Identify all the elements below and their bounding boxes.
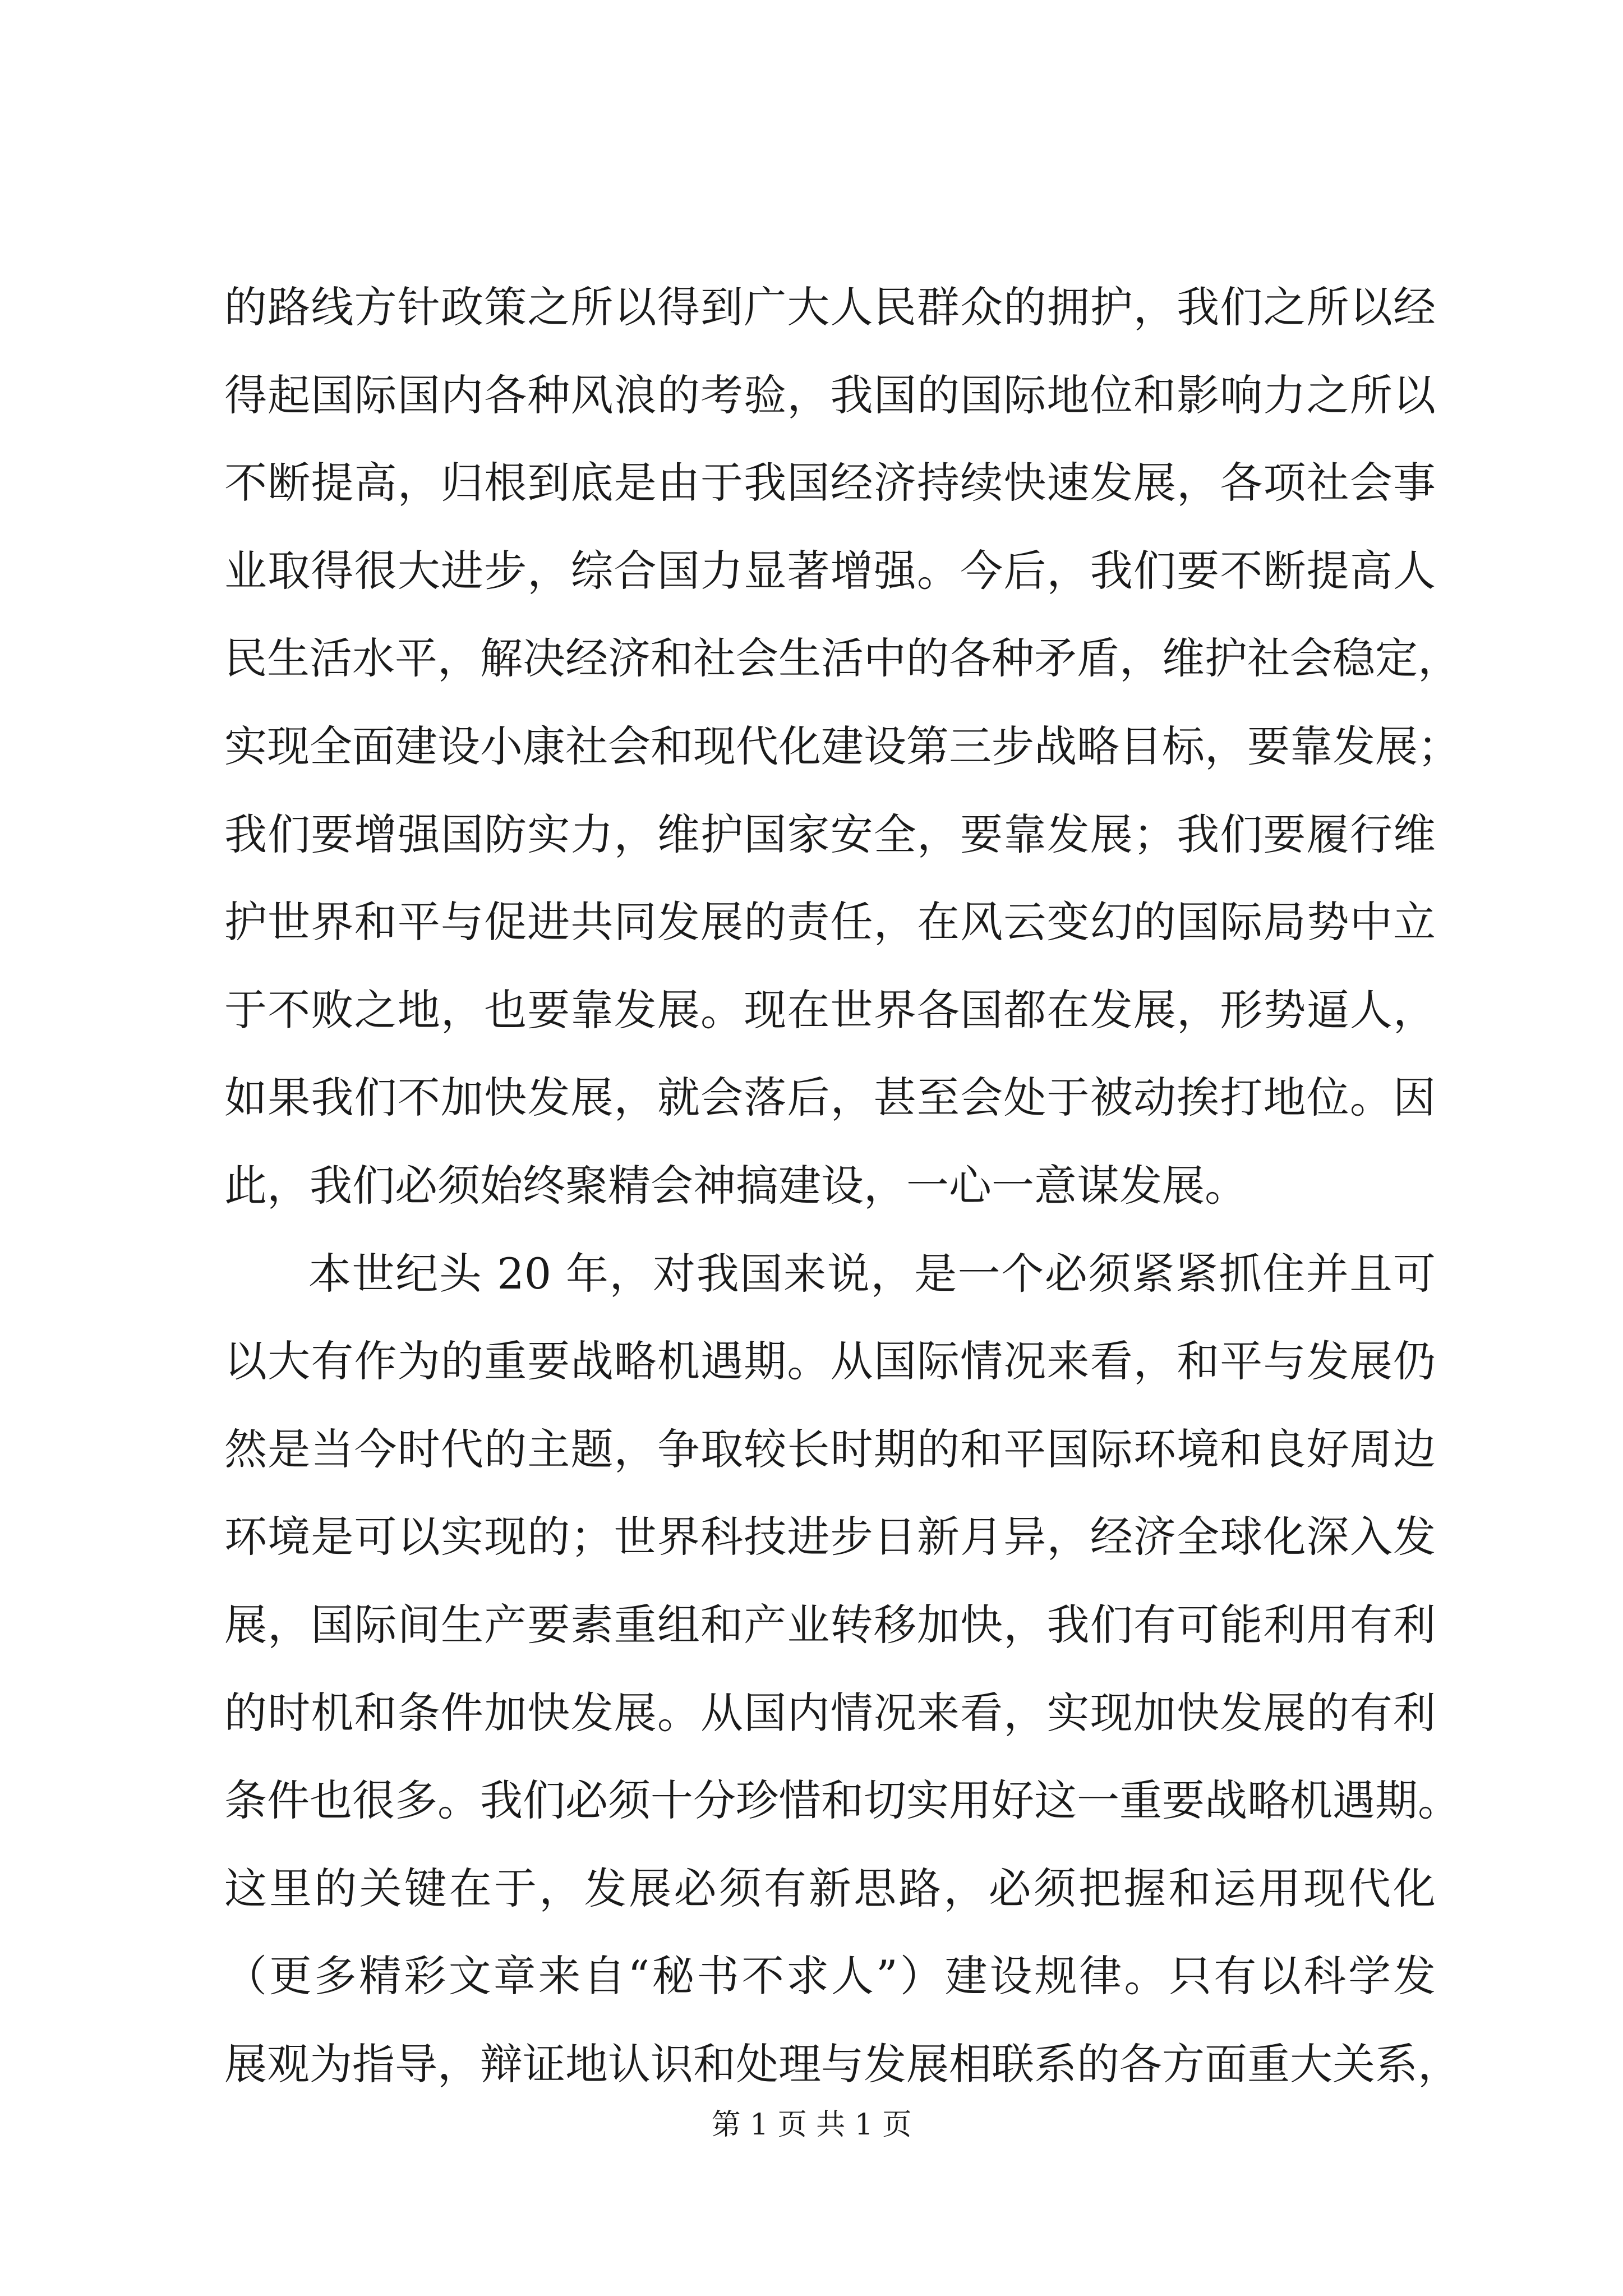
text-line: 展观为指导，辩证地认识和处理与发展相联系的各方面重大关系，: [224, 2039, 1460, 2089]
text-line: 的时机和条件加快发展。从国内情况来看，实现加快发展的有利: [224, 1687, 1436, 1738]
text-line: 这里的关键在于，发展必须有新思路，必须把握和运用现代化: [224, 1863, 1436, 1913]
text-line: 民生活水平，解决经济和社会生活中的各种矛盾，维护社会稳定，: [224, 633, 1460, 684]
text-line: 实现全面建设小康社会和现代化建设第三步战略目标，要靠发展；: [224, 721, 1460, 771]
document-body: [224, 264, 1460, 2108]
text-line: 得起国际国内各种风浪的考验，我国的国际地位和影响力之所以: [224, 370, 1436, 420]
text-line: 以大有作为的重要战略机遇期。从国际情况来看，和平与发展仍: [224, 1336, 1436, 1387]
text-line: 条件也很多。我们必须十分珍惜和切实用好这一重要战略机遇期。: [224, 1775, 1460, 1826]
text-line: 不断提高，归根到底是由于我国经济持续快速发展，各项社会事: [224, 458, 1436, 508]
text-line: （更多精彩文章来自“秘书不求人”）建设规律。只有以科学发: [224, 1951, 1436, 2001]
text-line: 护世界和平与促进共同发展的责任，在风云变幻的国际局势中立: [224, 897, 1436, 947]
page-footer: 第 1 页 共 1 页: [711, 2108, 912, 2142]
text-line: 本世纪头 20 年，对我国来说，是一个必须紧紧抓住并且可: [308, 1248, 1436, 1299]
text-line: 如果我们不加快发展，就会落后，甚至会处于被动挨打地位。因: [224, 1073, 1436, 1123]
text-line: 我们要增强国防实力，维护国家安全，要靠发展；我们要履行维: [224, 809, 1436, 859]
text-line: 业取得很大进步，综合国力显著增强。今后，我们要不断提高人: [224, 545, 1436, 596]
text-line: 然是当今时代的主题，争取较长时期的和平国际环境和良好周边: [224, 1424, 1436, 1474]
text-line: 环境是可以实现的；世界科技进步日新月异，经济全球化深入发: [224, 1512, 1436, 1562]
text-line: 此，我们必须始终聚精会神搞建设，一心一意谋发展。: [224, 1160, 1247, 1211]
text-line: 的路线方针政策之所以得到广大人民群众的拥护，我们之所以经: [224, 282, 1436, 332]
text-line: 于不败之地，也要靠发展。现在世界各国都在发展，形势逼人，: [224, 984, 1436, 1035]
text-line: 展，国际间生产要素重组和产业转移加快，我们有可能利用有利: [224, 1599, 1436, 1650]
